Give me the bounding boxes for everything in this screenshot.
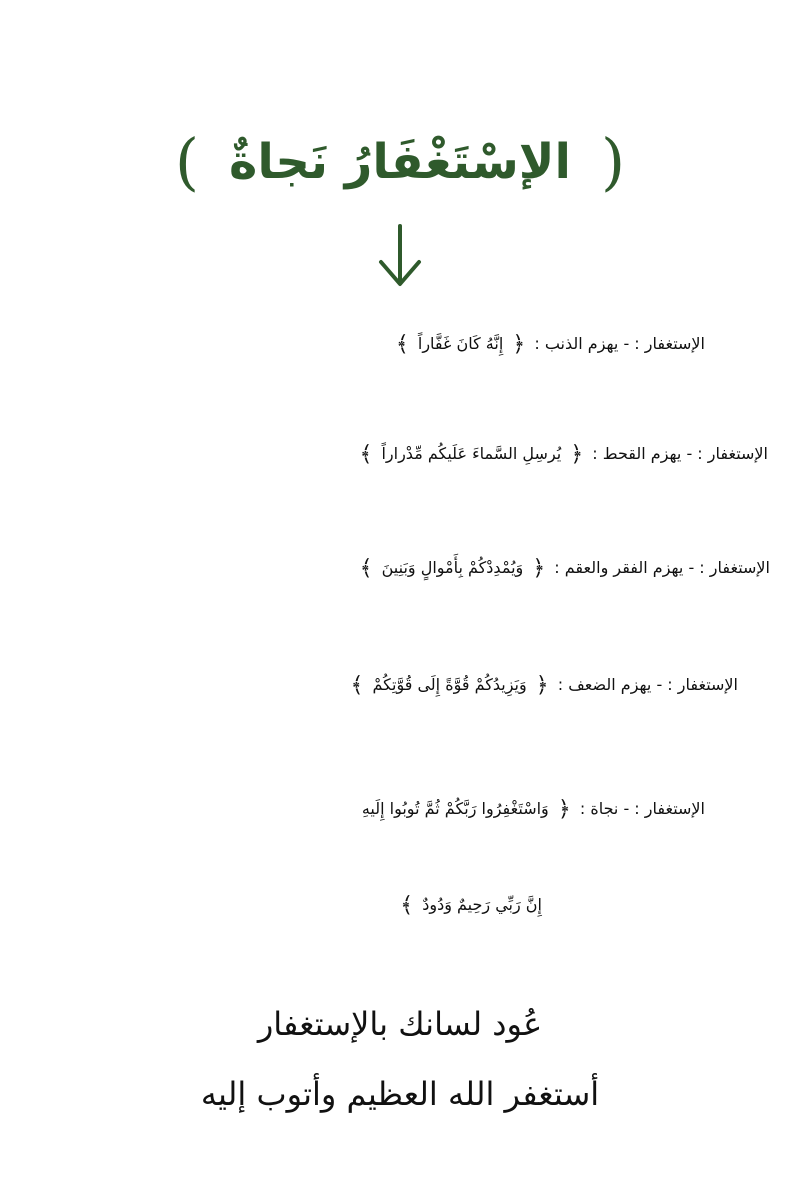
quran-verse: إِنَّهُ كَانَ غَفَّاراً — [412, 334, 509, 353]
open-ornament-bracket: ﴿ — [532, 556, 546, 581]
closing-line-1: عُود لسانك بالإستغفار — [257, 1005, 543, 1043]
close-ornament-bracket: ﴾ — [395, 332, 409, 357]
line-salvation-continued — [396, 893, 542, 918]
open-ornament-bracket: ﴿ — [512, 332, 526, 357]
open-ornament-bracket: ﴿ — [535, 673, 549, 698]
open-ornament-bracket: ﴿ — [557, 797, 571, 822]
down-arrow-icon — [375, 222, 425, 292]
line-salvation — [354, 797, 705, 822]
quran-verse: إِنَّ رَبِّي رَحِيمٌ وَدُودٌ — [417, 895, 542, 914]
close-ornament-bracket: ﴾ — [350, 673, 364, 698]
page-title: الإسْتَغْفَارُ نَجاةٌ — [229, 134, 571, 190]
line-drought — [355, 442, 768, 467]
line-prefix: الإستغفار : - يهزم الفقر والعقم : — [549, 558, 770, 577]
title-open-paren: ( — [601, 125, 626, 198]
line-prefix: الإستغفار : - يهزم الضعف : — [552, 675, 738, 694]
close-ornament-bracket: ﴾ — [359, 442, 373, 467]
line-prefix: الإستغفار : - نجاة : — [574, 799, 705, 818]
quran-verse: وَيُمْدِدْكُمْ بِأَمْوالٍ وَبَنِينَ — [376, 558, 529, 577]
close-ornament-bracket: ﴾ — [359, 556, 373, 581]
line-poverty — [356, 556, 770, 581]
open-ornament-bracket: ﴿ — [570, 442, 584, 467]
line-sin — [392, 332, 705, 357]
title-close-paren: ) — [174, 125, 200, 198]
close-ornament-bracket: ﴾ — [400, 893, 414, 918]
quran-verse: وَاسْتَغْفِرُوا رَبَّكُمْ ثُمَّ تُوبُوا إِلَيهِ — [361, 799, 554, 818]
quran-verse: يُرسِلِ السَّماءَ عَلَيكُم مِّدْراراً — [376, 444, 567, 463]
title-row — [0, 112, 800, 212]
line-prefix: الإستغفار : - يهزم الذنب : — [529, 334, 705, 353]
line-weakness — [347, 673, 738, 698]
line-prefix: الإستغفار : - يهزم القحط : — [587, 444, 768, 463]
closing-line-2: أستغفر الله العظيم وأتوب إليه — [200, 1075, 600, 1113]
quran-verse: وَيَزِيدُكُمْ قُوَّةً إِلَى قُوَّتِكُمْ — [367, 675, 532, 694]
